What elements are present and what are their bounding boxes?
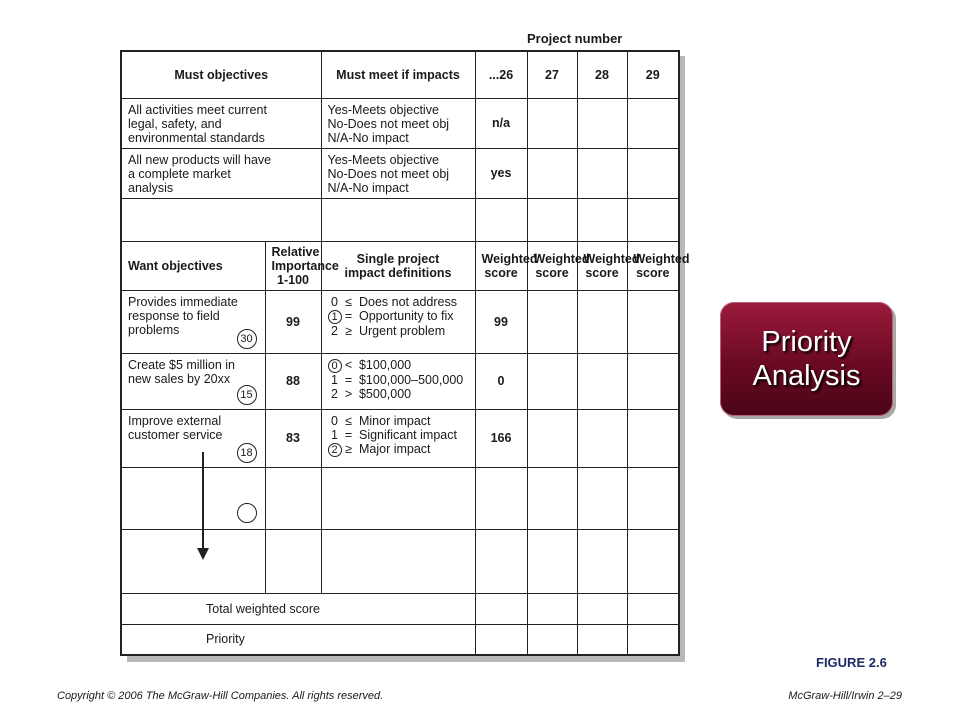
total-row [121, 593, 679, 624]
def-num-circled: 0 [328, 359, 342, 373]
must-objective-cell [121, 98, 321, 148]
empty-circle [237, 503, 257, 523]
empty-cell [627, 593, 679, 624]
priority-analysis-text [753, 325, 861, 393]
definition-line [328, 295, 469, 309]
definition-line [328, 309, 469, 324]
def-op: = [344, 308, 353, 323]
must-score-cell: yes [475, 148, 527, 198]
empty-cell [121, 529, 265, 593]
importance-cell: 99 [265, 290, 321, 353]
definition-line [328, 373, 469, 387]
project-col-26: ...26 [475, 51, 527, 98]
def-text: Does not address [358, 294, 457, 309]
empty-cell [527, 98, 577, 148]
total-weighted-score-label: Total weighted score [121, 593, 475, 624]
empty-cell [627, 624, 679, 655]
must-header-row [121, 51, 679, 98]
circled-weight: 30 [237, 329, 257, 349]
definition-line [328, 442, 469, 457]
definition-line [328, 428, 469, 442]
want-empty-row [121, 467, 679, 529]
must-empty-row [121, 198, 679, 241]
text-line: Weighted [583, 251, 640, 266]
definition-line [328, 414, 469, 428]
empty-cell [475, 198, 527, 241]
def-num: 0 [331, 413, 338, 428]
text-line: N/A-No impact [327, 130, 409, 145]
empty-cell [627, 529, 679, 593]
text-line: No-Does not meet obj [327, 116, 450, 131]
text-line: new sales by 20xx [128, 371, 231, 386]
definitions-cell [321, 409, 475, 467]
must-row [121, 98, 679, 148]
text-line: N/A-No impact [327, 180, 409, 195]
empty-cell [627, 198, 679, 241]
empty-cell [627, 148, 679, 198]
empty-cell [321, 198, 475, 241]
text-line: problems [128, 322, 180, 337]
publisher-footer: McGraw-Hill/Irwin 2–29 [788, 690, 902, 702]
empty-cell [577, 98, 627, 148]
def-op: = [344, 427, 353, 442]
project-col-27: 27 [527, 51, 577, 98]
empty-cell [475, 624, 527, 655]
weighted-score-cell: 166 [475, 409, 527, 467]
must-meet-header: Must meet if impacts [321, 51, 475, 98]
def-num: 2 [331, 386, 338, 401]
empty-cell [475, 529, 527, 593]
want-objective-cell [121, 409, 265, 467]
empty-cell [527, 624, 577, 655]
project-col-28: 28 [577, 51, 627, 98]
definition-line [328, 387, 469, 401]
down-arrow-line [202, 452, 204, 548]
project-number-label: Project number [527, 31, 623, 46]
def-num: 1 [331, 372, 338, 387]
def-text: Minor impact [358, 413, 431, 428]
text-line: Yes-Meets objective [327, 152, 439, 167]
def-text: $500,000 [358, 386, 412, 401]
badge-line-1: Priority [761, 326, 852, 358]
empty-cell [577, 467, 627, 529]
must-impact-cell [321, 148, 475, 198]
empty-cell [321, 529, 475, 593]
definition-line [328, 358, 469, 373]
want-header-row [121, 241, 679, 290]
text-line: score [585, 265, 619, 280]
def-text: Major impact [358, 441, 431, 456]
text-line: Create $5 million in [128, 357, 235, 372]
def-op: ≤ [345, 294, 352, 309]
text-line: Relative [271, 244, 320, 259]
want-row [121, 290, 679, 353]
definitions-cell [321, 290, 475, 353]
def-num: 1 [331, 427, 338, 442]
empty-cell [627, 290, 679, 353]
empty-cell [265, 529, 321, 593]
must-score-cell: n/a [475, 98, 527, 148]
empty-cell [475, 593, 527, 624]
importance-cell: 88 [265, 353, 321, 409]
definitions-cell [321, 353, 475, 409]
text-line: Single project [356, 251, 440, 266]
empty-cell [527, 290, 577, 353]
empty-cell [475, 467, 527, 529]
empty-cell [527, 409, 577, 467]
empty-cell [321, 467, 475, 529]
weighted-score-header [627, 241, 690, 290]
text-line: score [535, 265, 569, 280]
text-line: Weighted [533, 251, 590, 266]
empty-objective-cell [121, 467, 265, 529]
text-line: Weighted [481, 251, 538, 266]
want-objectives-header: Want objectives [121, 241, 265, 290]
want-objective-cell [121, 290, 265, 353]
must-objectives-header: Must objectives [121, 51, 321, 98]
empty-cell [527, 467, 577, 529]
weighted-score-cell: 99 [475, 290, 527, 353]
text-line: legal, safety, and [128, 116, 222, 131]
empty-cell [577, 529, 627, 593]
empty-cell [527, 593, 577, 624]
text-line: Provides immediate [128, 294, 238, 309]
def-op: ≤ [345, 413, 352, 428]
def-op: < [344, 357, 353, 372]
empty-cell [527, 353, 577, 409]
def-num-circled: 1 [328, 310, 342, 324]
text-line: environmental standards [128, 130, 265, 145]
badge-line-2: Analysis [752, 360, 861, 392]
text-line: customer service [128, 427, 223, 442]
empty-cell [627, 98, 679, 148]
priority-row [121, 624, 679, 655]
empty-cell [577, 353, 627, 409]
empty-cell [527, 148, 577, 198]
text-line: impact definitions [344, 265, 452, 280]
text-line: score [636, 265, 670, 280]
circled-weight: 15 [237, 385, 257, 405]
must-row [121, 148, 679, 198]
priority-analysis-table [120, 50, 690, 656]
importance-cell: 83 [265, 409, 321, 467]
text-line: score [484, 265, 518, 280]
text-line: All new products will have [128, 152, 272, 167]
text-line: Yes-Meets objective [327, 102, 439, 117]
empty-cell [265, 467, 321, 529]
want-row [121, 353, 679, 409]
weighted-score-header [475, 241, 538, 290]
down-arrow-icon [197, 548, 209, 560]
empty-cell [577, 593, 627, 624]
def-op: ≥ [345, 323, 352, 338]
want-empty-row [121, 529, 679, 593]
figure-label: FIGURE 2.6 [816, 655, 887, 670]
must-impact-cell [321, 98, 475, 148]
circled-weight: 18 [237, 443, 257, 463]
weighted-score-header [577, 241, 640, 290]
text-line: Importance [271, 258, 339, 273]
empty-cell [627, 467, 679, 529]
empty-cell [577, 198, 627, 241]
definition-line [328, 324, 469, 338]
copyright-footer: Copyright © 2006 The McGraw-Hill Companies. All rights reserved. [57, 690, 384, 702]
text-line: a complete market [128, 166, 231, 181]
relative-importance-header [265, 241, 339, 290]
def-op: ≥ [345, 441, 352, 456]
def-num: 2 [331, 323, 338, 338]
project-col-29: 29 [627, 51, 679, 98]
def-text: $100,000–500,000 [358, 372, 464, 387]
impact-definitions-header [321, 241, 475, 290]
text-line: 1-100 [277, 272, 309, 287]
must-objective-cell [121, 148, 321, 198]
text-line: Weighted [633, 251, 690, 266]
empty-cell [527, 198, 577, 241]
empty-cell [577, 409, 627, 467]
empty-cell [627, 409, 679, 467]
weighted-score-cell: 0 [475, 353, 527, 409]
def-text: Urgent problem [358, 323, 446, 338]
text-line: Improve external [128, 413, 222, 428]
def-num: 0 [331, 294, 338, 309]
want-objective-cell [121, 353, 265, 409]
empty-cell [527, 529, 577, 593]
empty-cell [577, 148, 627, 198]
priority-analysis-button[interactable] [720, 302, 893, 416]
def-op: = [344, 372, 353, 387]
text-line: All activities meet current [128, 102, 267, 117]
text-line: response to field [128, 308, 220, 323]
def-num-circled: 2 [328, 443, 342, 457]
priority-label: Priority [121, 624, 475, 655]
empty-cell [121, 198, 321, 241]
weighted-score-header [527, 241, 590, 290]
text-line: No-Does not meet obj [327, 166, 450, 181]
def-op: > [344, 386, 353, 401]
def-text: Significant impact [358, 427, 457, 442]
def-text: $100,000 [358, 357, 412, 372]
empty-cell [577, 624, 627, 655]
empty-cell [627, 353, 679, 409]
want-row [121, 409, 679, 467]
text-line: analysis [128, 180, 174, 195]
empty-cell [577, 290, 627, 353]
def-text: Opportunity to fix [358, 308, 454, 323]
